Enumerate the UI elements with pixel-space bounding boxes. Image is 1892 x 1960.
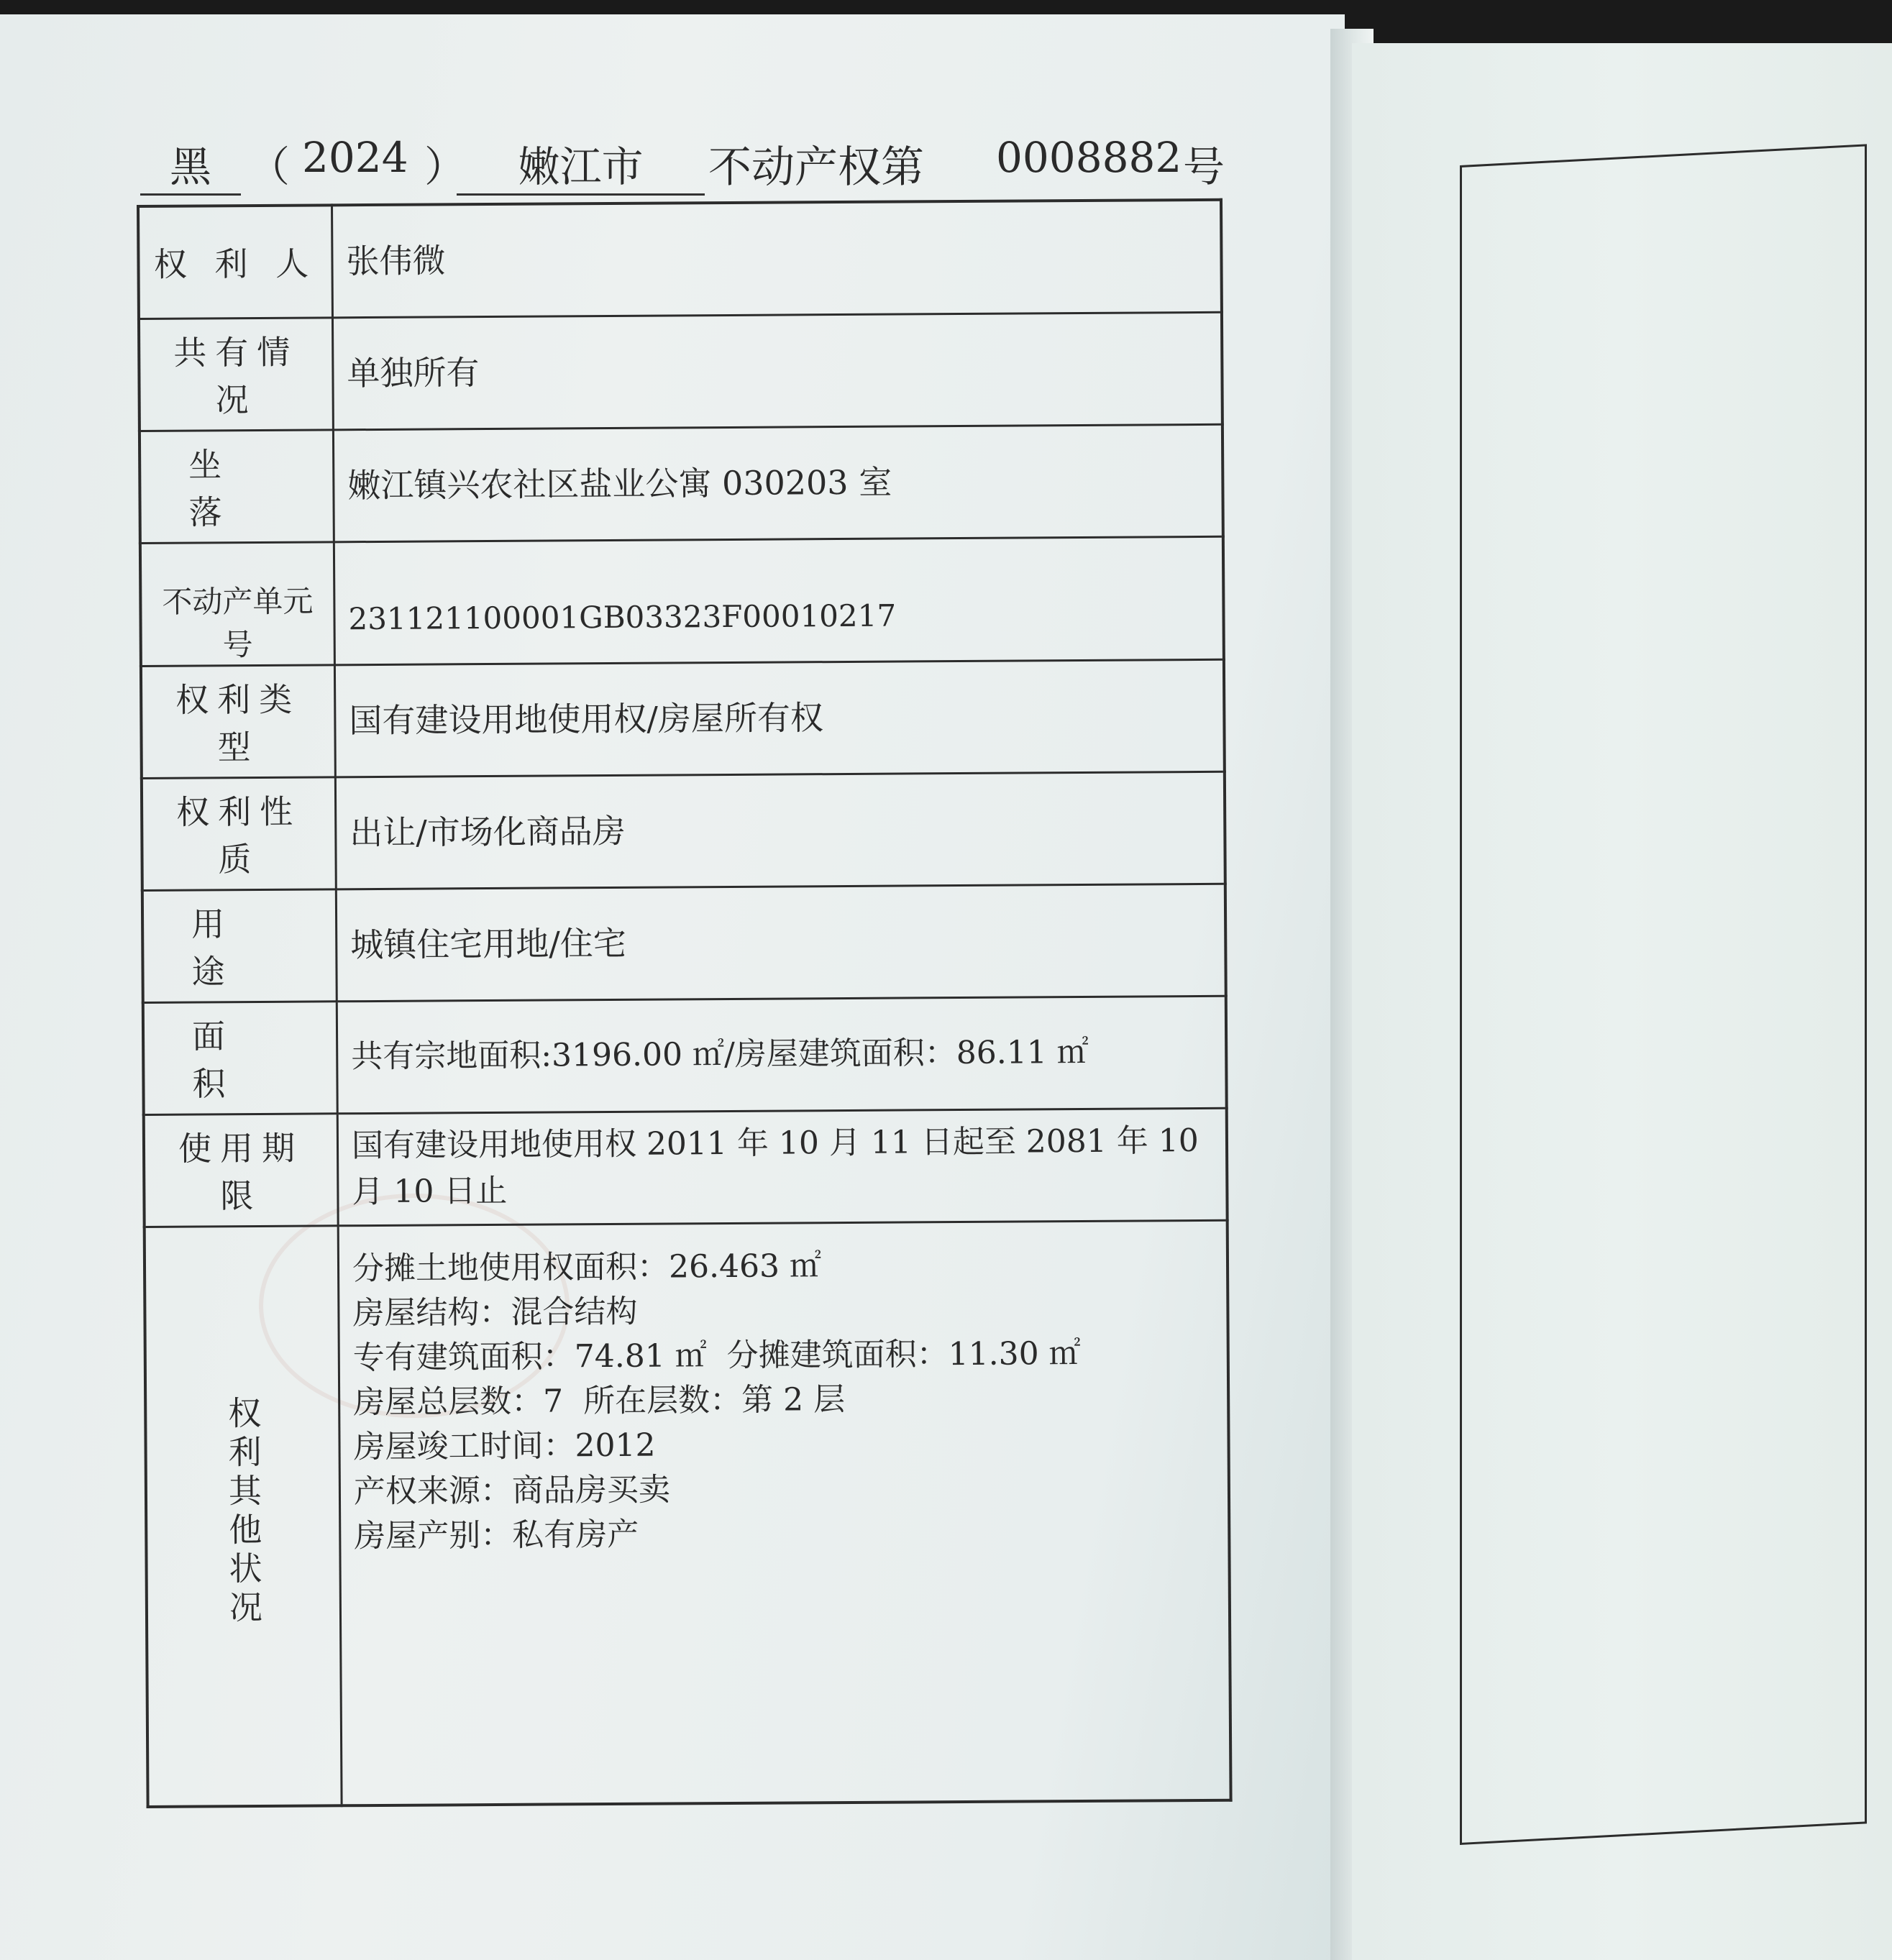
row-value: 231121100001GB03323F00010217 [334,536,1224,665]
certificate-table [137,198,1233,1808]
paren-open: （ [248,142,291,191]
row-value: 城镇住宅用地/住宅 [336,884,1225,1002]
right-page-frame [1460,144,1867,1845]
other-line: 分摊土地使用权面积：26.463 ㎡ [352,1247,822,1287]
table-row [143,996,1227,1114]
row-value: 出让/市场化商品房 [335,771,1225,889]
row-label: 坐 落 [140,429,334,543]
other-line: 房屋产别：私有房产 [354,1516,639,1554]
table-row [142,771,1225,890]
table-row [139,312,1223,431]
other-label: 权利其他状况 [223,1395,264,1629]
certificate-year: 2024 [302,133,408,182]
row-value: 国有建设用地使用权/房屋所有权 [334,659,1224,777]
row-label: 权利类型 [141,664,335,778]
paren-close: ） [424,142,467,191]
row-label: 使用期限 [144,1113,338,1227]
certificate-title: 不动产权第 [708,142,924,193]
table-row-other [145,1220,1231,1807]
city-name: 嫩江市 [457,133,705,196]
other-line: 房屋总层数：7 所在层数：第 2 层 [353,1380,846,1421]
province-code: 黑 [140,133,241,196]
table-row [141,659,1225,778]
table-row [140,536,1224,666]
other-line: 房屋结构：混合结构 [352,1293,638,1332]
table-row [144,1108,1228,1227]
row-value: 共有宗地面积:3196.00 ㎡/房屋建筑面积：86.11 ㎡ [337,996,1226,1114]
row-label: 共有情况 [139,317,333,431]
table-row [140,424,1223,543]
other-line: 产权来源：商品房买卖 [353,1471,671,1510]
other-label-cell [145,1225,342,1807]
table-row [138,200,1222,319]
row-label: 权 利 人 [138,205,332,319]
row-value: 国有建设用地使用权 2011 年 10 月 11 日起至 2081 年 10 月 10 日止 [337,1108,1227,1226]
row-label: 不动产单元号 [140,541,335,666]
certificate-header [140,133,1233,198]
row-label: 权利性质 [142,777,336,890]
other-line: 专有建筑面积：74.81 ㎡ 分摊建筑面积：11.30 ㎡ [352,1334,1081,1376]
row-value: 单独所有 [332,312,1222,430]
row-label: 面 积 [143,1001,337,1114]
number-suffix: 号 [1183,142,1225,191]
table-row [142,884,1226,1002]
row-value: 嫩江镇兴农社区盐业公寓 030203 室 [333,424,1223,542]
row-value: 张伟微 [332,200,1222,318]
certificate-number: 0008882 [996,133,1182,182]
row-label: 用 途 [142,889,337,1002]
other-line: 房屋竣工时间：2012 [353,1427,656,1465]
other-details [338,1220,1230,1806]
